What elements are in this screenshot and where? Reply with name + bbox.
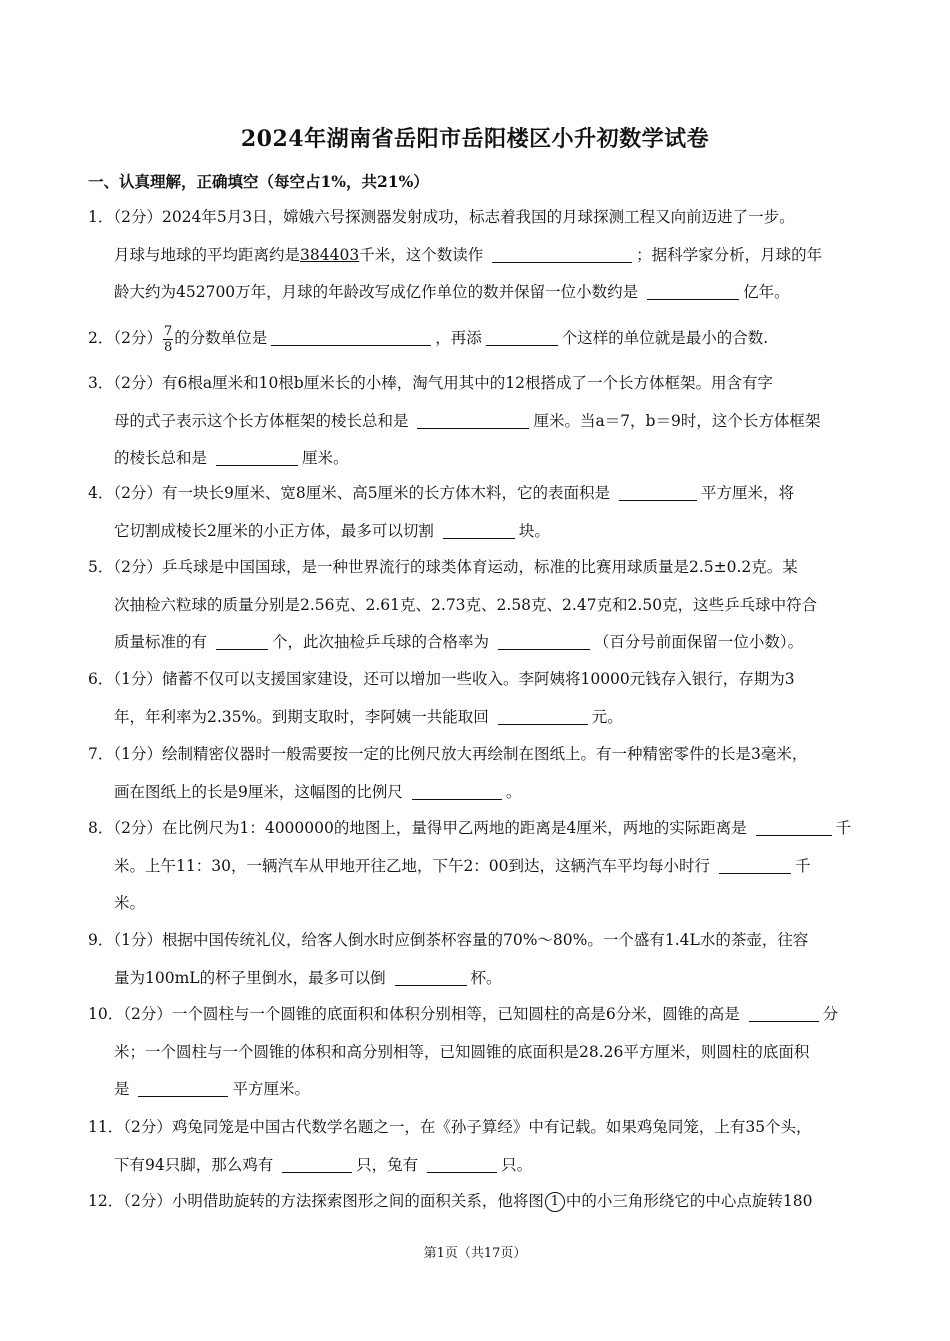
q10-line2: 米；一个圆柱与一个圆锥的体积和高分别相等，已知圆锥的底面积是28.26平方厘米，则圆柱的底面积 bbox=[114, 1042, 810, 1061]
q5-line1: 5．（2分）乒乓球是中国国球，是一种世界流行的球类体育运动，标准的比赛用球质量是2.5±0.2克。某 bbox=[88, 558, 798, 576]
question-12 bbox=[88, 1183, 863, 1221]
question-7 bbox=[88, 736, 863, 811]
q2-line1: 2．（2分） $\frac{7}{8}$ 的分数单位是 ，再添 个这样的单位就是最小的合数. bbox=[88, 323, 769, 355]
answer-blank[interactable] bbox=[395, 965, 467, 986]
figure-1-marker: 1 bbox=[545, 1192, 565, 1212]
question-1 bbox=[88, 199, 863, 312]
answer-blank[interactable] bbox=[271, 325, 431, 346]
answer-blank[interactable] bbox=[443, 518, 515, 539]
q10-line1: 10．（2分）一个圆柱与一个圆锥的底面积和体积分别相等，已知圆柱的高是6分米，圆锥的高是 分 bbox=[88, 996, 863, 1034]
q4-line2: 它切割成棱长2厘米的小正方体，最多可以切割 块。 bbox=[88, 513, 863, 551]
answer-blank[interactable] bbox=[412, 779, 502, 800]
q5-line3: 质量标准的有 个，此次抽检乒乓球的合格率为 （百分号前面保留一位小数）。 bbox=[88, 624, 863, 662]
answer-blank[interactable] bbox=[492, 242, 632, 263]
answer-blank[interactable] bbox=[427, 1152, 497, 1173]
answer-blank[interactable] bbox=[486, 325, 558, 346]
q6-line2: 年，年利率为2.35%。到期支取时，李阿姨一共能取回 元。 bbox=[88, 699, 863, 737]
q3-line2: 母的式子表示这个长方体框架的棱长总和是 厘米。当a＝7，b＝9时，这个长方体框架 bbox=[88, 403, 863, 441]
page-footer: 第1页（共17页） bbox=[423, 1246, 527, 1261]
question-3 bbox=[88, 365, 863, 478]
q5-line2: 次抽检六粒球的质量分别是2.56克、2.61克、2.73克、2.58克、2.47克和2.50克，这些乒乓球中符合 bbox=[114, 595, 818, 614]
q6-line1: 6．（1分）储蓄不仅可以支援国家建设，还可以增加一些收入。李阿姨将10000元钱存入银行，存期为3 bbox=[88, 670, 795, 688]
q1-line3: 龄大约为452700万年，月球的年龄改写成亿作单位的数并保留一位小数约是 亿年。 bbox=[88, 274, 863, 312]
q7-line2: 画在图纸上的长是9厘米，这幅图的比例尺 。 bbox=[88, 774, 863, 812]
q9-line2: 量为100mL的杯子里倒水，最多可以倒 杯。 bbox=[88, 960, 863, 998]
q8-line3: 米。 bbox=[114, 894, 146, 912]
answer-blank[interactable] bbox=[216, 445, 298, 466]
q3-line1: 3．（2分）有6根a厘米和10根b厘米长的小棒，淘气用其中的12根搭成了一个长方体框架。用含有字 bbox=[88, 374, 773, 392]
question-8 bbox=[88, 810, 863, 923]
q8-line2: 米。上午11：30，一辆汽车从甲地开往乙地，下午2：00到达，这辆汽车平均每小时行 千 bbox=[88, 848, 863, 886]
q11-line1: 11．（2分）鸡兔同笼是中国古代数学名题之一，在《孙子算经》中有记载。如果鸡兔同笼，上有35个头， bbox=[88, 1118, 812, 1136]
q9-line1: 9．（1分）根据中国传统礼仪，给客人倒水时应倒茶杯容量的70%～80%。一个盛有1.4L水的茶壶，往容 bbox=[88, 931, 809, 949]
answer-blank[interactable] bbox=[756, 815, 832, 836]
q12-line1: 12．（2分）小明借助旋转的方法探索图形之间的面积关系，他将图 1 中的小三角形绕它的中心点旋转180 bbox=[88, 1192, 813, 1210]
question-6 bbox=[88, 661, 863, 736]
question-11 bbox=[88, 1109, 863, 1184]
q8-line1: 8．（2分）在比例尺为1：4000000的地图上，量得甲乙两地的距离是4厘米，两地的实际距离是 千 bbox=[88, 810, 863, 848]
answer-blank[interactable] bbox=[647, 279, 739, 300]
q11-line2: 下有94只脚，那么鸡有 只，兔有 只。 bbox=[88, 1147, 863, 1185]
q4-line1: 4．（2分）有一块长9厘米、宽8厘米、高5厘米的长方体木料，它的表面积是 平方厘米，将 bbox=[88, 475, 863, 513]
question-2 bbox=[88, 320, 863, 358]
fraction: $\frac{7}{8}$ bbox=[163, 323, 173, 355]
question-4 bbox=[88, 475, 863, 550]
q1-line2: 月球与地球的平均距离约是384403千米，这个数读作 ；据科学家分析，月球的年 bbox=[88, 237, 863, 275]
question-5 bbox=[88, 549, 863, 662]
answer-blank[interactable] bbox=[138, 1076, 228, 1097]
q1-line1: 1．（2分）2024年5月3日，嫦娥六号探测器发射成功，标志着我国的月球探测工程又向前迈进了一步。 bbox=[88, 208, 795, 226]
answer-blank[interactable] bbox=[719, 853, 791, 874]
answer-blank[interactable] bbox=[216, 629, 268, 650]
answer-blank[interactable] bbox=[417, 408, 529, 429]
question-9 bbox=[88, 922, 863, 997]
question-10 bbox=[88, 996, 863, 1109]
q3-line3: 的棱长总和是 厘米。 bbox=[88, 440, 863, 478]
answer-blank[interactable] bbox=[498, 629, 590, 650]
distance-number: 384403 bbox=[300, 245, 360, 264]
answer-blank[interactable] bbox=[749, 1001, 819, 1022]
answer-blank[interactable] bbox=[498, 704, 588, 725]
answer-blank[interactable] bbox=[282, 1152, 352, 1173]
answer-blank[interactable] bbox=[619, 480, 697, 501]
q7-line1: 7．（1分）绘制精密仪器时一般需要按一定的比例尺放大再绘制在图纸上。有一种精密零件的长是3毫米， bbox=[88, 745, 808, 763]
page-title: 2024年湖南省岳阳市岳阳楼区小升初数学试卷 bbox=[240, 126, 710, 152]
q10-line3: 是 平方厘米。 bbox=[88, 1071, 863, 1109]
section-heading: 一、认真理解，正确填空（每空占1%，共21%） bbox=[88, 172, 429, 191]
